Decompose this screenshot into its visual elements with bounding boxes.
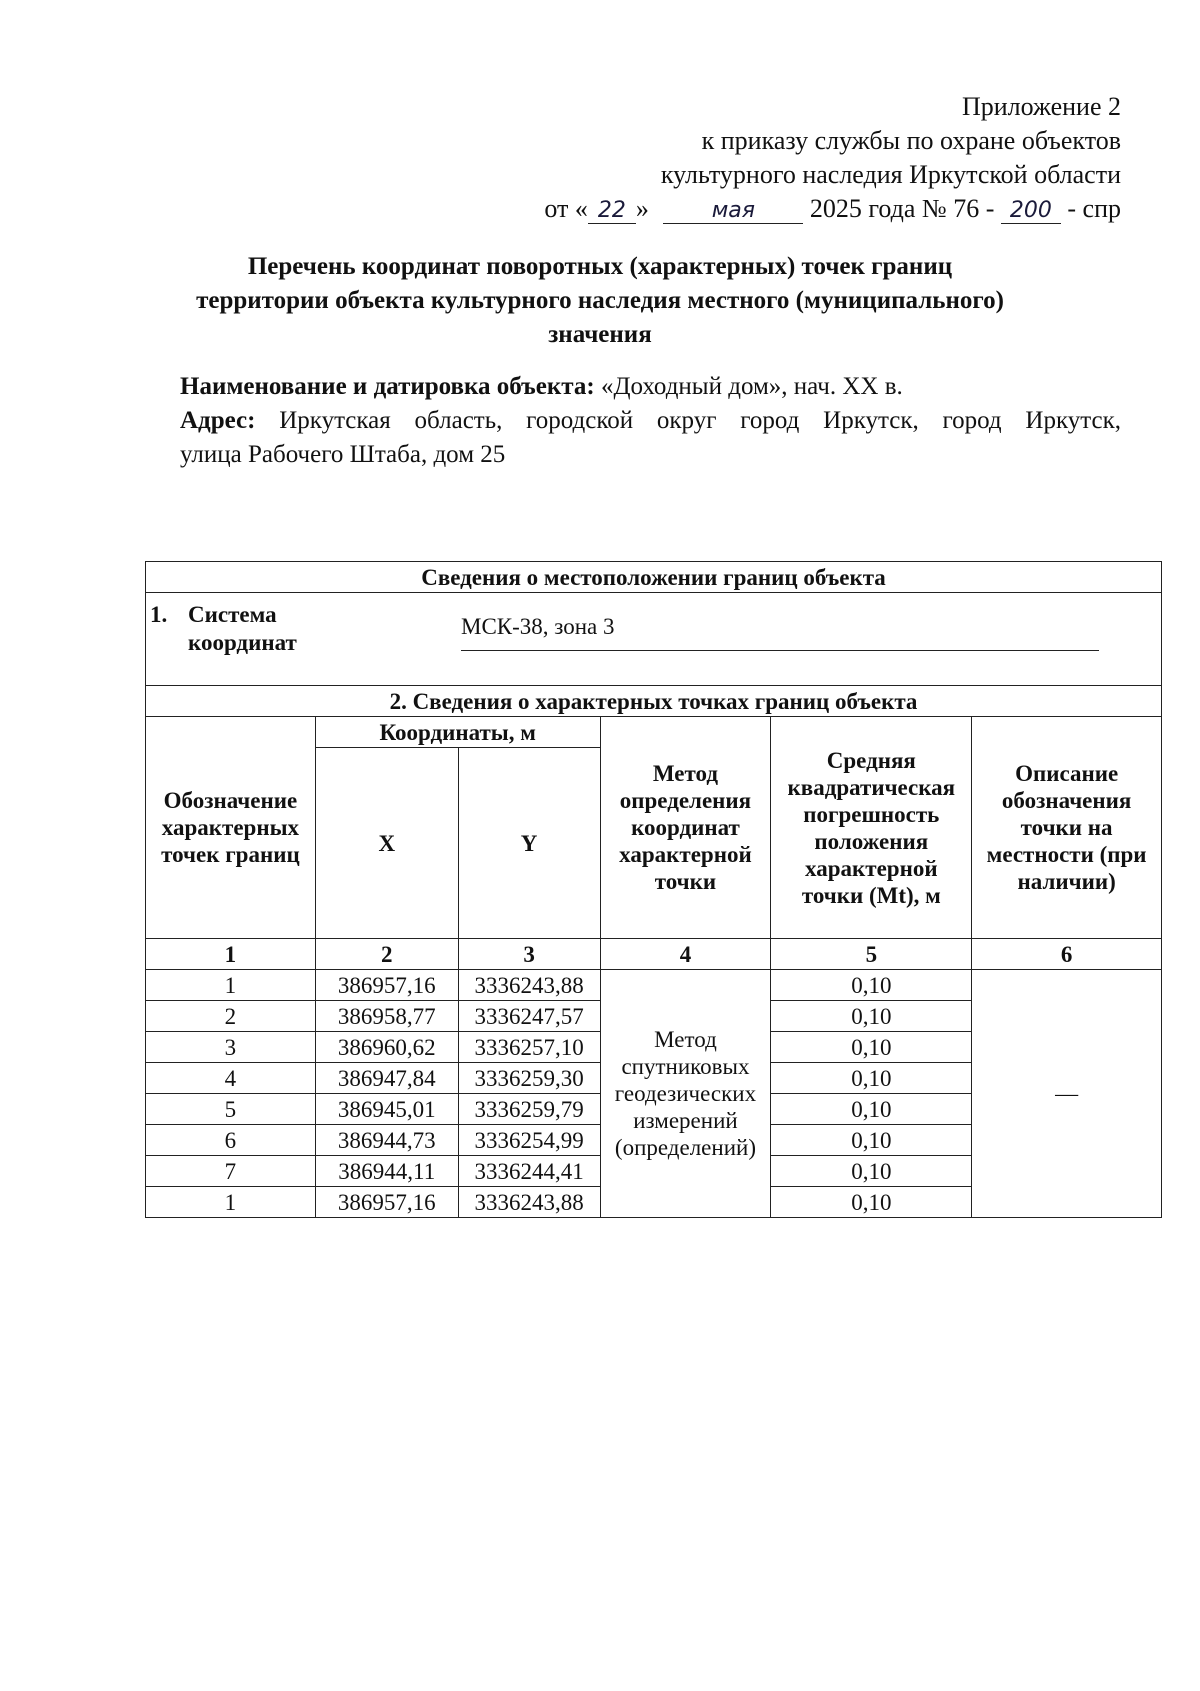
method-cell: Метод спутниковых геодезических измерений (определений) bbox=[600, 970, 771, 1218]
x-cell: 386958,77 bbox=[315, 1001, 458, 1032]
appendix-header bbox=[544, 90, 1121, 226]
column-number: 5 bbox=[771, 939, 972, 970]
column-number: 1 bbox=[146, 939, 316, 970]
point-cell: 1 bbox=[146, 970, 316, 1001]
col-x-header: X bbox=[315, 748, 458, 939]
x-cell: 386957,16 bbox=[315, 970, 458, 1001]
coordinate-system-label-2: координат bbox=[188, 630, 297, 655]
mt-cell: 0,10 bbox=[771, 970, 972, 1001]
mt-cell: 0,10 bbox=[771, 1063, 972, 1094]
table-row bbox=[146, 970, 1162, 1001]
coordinate-system-value: МСК-38, зона 3 bbox=[461, 613, 1099, 651]
mt-cell: 0,10 bbox=[771, 1094, 972, 1125]
description-cell: — bbox=[972, 970, 1162, 1218]
mt-cell: 0,10 bbox=[771, 1187, 972, 1218]
y-cell: 3336243,88 bbox=[458, 1187, 600, 1218]
address-label: Адрес: bbox=[180, 407, 256, 434]
x-cell: 386945,01 bbox=[315, 1094, 458, 1125]
caption-row bbox=[146, 562, 1162, 593]
handwritten-month: мая bbox=[663, 199, 803, 224]
point-cell: 6 bbox=[146, 1125, 316, 1156]
col-method-header: Метод определения координат характерной точки bbox=[600, 717, 771, 939]
column-numbers-row bbox=[146, 939, 1162, 970]
title-line-3: значения bbox=[548, 321, 652, 348]
section2-row bbox=[146, 686, 1162, 717]
header-row-1 bbox=[146, 717, 1162, 748]
title-line-2: территории объекта культурного наследия местного (муниципального) bbox=[196, 287, 1004, 314]
authority-line: культурного наследия Иркутской области bbox=[660, 160, 1121, 189]
object-name-value: «Доходный дом», нач. XX в. bbox=[600, 373, 903, 400]
appendix-number: Приложение 2 bbox=[961, 92, 1121, 121]
mt-cell: 0,10 bbox=[771, 1032, 972, 1063]
x-cell: 386944,73 bbox=[315, 1125, 458, 1156]
coordinate-system-row bbox=[146, 593, 1162, 686]
document-title bbox=[150, 250, 1050, 352]
col-description-header: Описание обозначения точки на местности (при наличии) bbox=[972, 717, 1162, 939]
point-cell: 4 bbox=[146, 1063, 316, 1094]
order-year-text: 2025 года № 76 - bbox=[809, 194, 995, 223]
point-cell: 7 bbox=[146, 1156, 316, 1187]
mt-cell: 0,10 bbox=[771, 1001, 972, 1032]
order-reference-line: к приказу службы по охране объектов bbox=[701, 126, 1121, 155]
col-point-header: Обозначение характерных точек границ bbox=[146, 717, 316, 939]
x-cell: 386960,62 bbox=[315, 1032, 458, 1063]
y-cell: 3336243,88 bbox=[458, 970, 600, 1001]
point-cell: 3 bbox=[146, 1032, 316, 1063]
point-cell: 1 bbox=[146, 1187, 316, 1218]
object-info bbox=[180, 370, 1121, 472]
order-date-quote-close: » bbox=[635, 194, 649, 223]
x-cell: 386957,16 bbox=[315, 1187, 458, 1218]
column-number: 3 bbox=[458, 939, 600, 970]
object-name-label: Наименование и датировка объекта: bbox=[180, 373, 595, 400]
handwritten-day: 22 bbox=[588, 199, 636, 224]
order-date-prefix: от « bbox=[544, 194, 588, 223]
column-number: 4 bbox=[600, 939, 771, 970]
y-cell: 3336254,99 bbox=[458, 1125, 600, 1156]
handwritten-order-number: 200 bbox=[1001, 199, 1061, 224]
coordinate-system-label-1: Система bbox=[188, 602, 277, 627]
point-cell: 5 bbox=[146, 1094, 316, 1125]
y-cell: 3336247,57 bbox=[458, 1001, 600, 1032]
coordinate-system-cell bbox=[146, 593, 1162, 686]
col-coords-header: Координаты, м bbox=[315, 717, 600, 748]
address-line-1 bbox=[180, 404, 1121, 438]
address-value-1: Иркутская область, городской округ город Иркутск, город Иркутск, bbox=[279, 407, 1121, 434]
table-caption: Сведения о местоположении границ объекта bbox=[146, 562, 1162, 593]
coordinates-table bbox=[145, 561, 1162, 1218]
column-number: 6 bbox=[972, 939, 1162, 970]
col-y-header: Y bbox=[458, 748, 600, 939]
col-error-header: Средняя квадратическая погрешность положения характерной точки (Mt), м bbox=[771, 717, 972, 939]
order-date-line bbox=[544, 192, 1121, 226]
y-cell: 3336244,41 bbox=[458, 1156, 600, 1187]
point-cell: 2 bbox=[146, 1001, 316, 1032]
mt-cell: 0,10 bbox=[771, 1156, 972, 1187]
y-cell: 3336259,79 bbox=[458, 1094, 600, 1125]
title-line-1: Перечень координат поворотных (характерных) точек границ bbox=[247, 253, 953, 280]
column-number: 2 bbox=[315, 939, 458, 970]
address-line-2: улица Рабочего Штаба, дом 25 bbox=[180, 441, 506, 468]
mt-cell: 0,10 bbox=[771, 1125, 972, 1156]
y-cell: 3336259,30 bbox=[458, 1063, 600, 1094]
section2-title: 2. Сведения о характерных точках границ объекта bbox=[146, 686, 1162, 717]
coordinate-system-label bbox=[150, 601, 297, 657]
object-name-line bbox=[180, 370, 1121, 404]
order-suffix: - спр bbox=[1067, 194, 1121, 223]
coordinate-system-number: 1. bbox=[150, 602, 168, 627]
x-cell: 386947,84 bbox=[315, 1063, 458, 1094]
x-cell: 386944,11 bbox=[315, 1156, 458, 1187]
y-cell: 3336257,10 bbox=[458, 1032, 600, 1063]
